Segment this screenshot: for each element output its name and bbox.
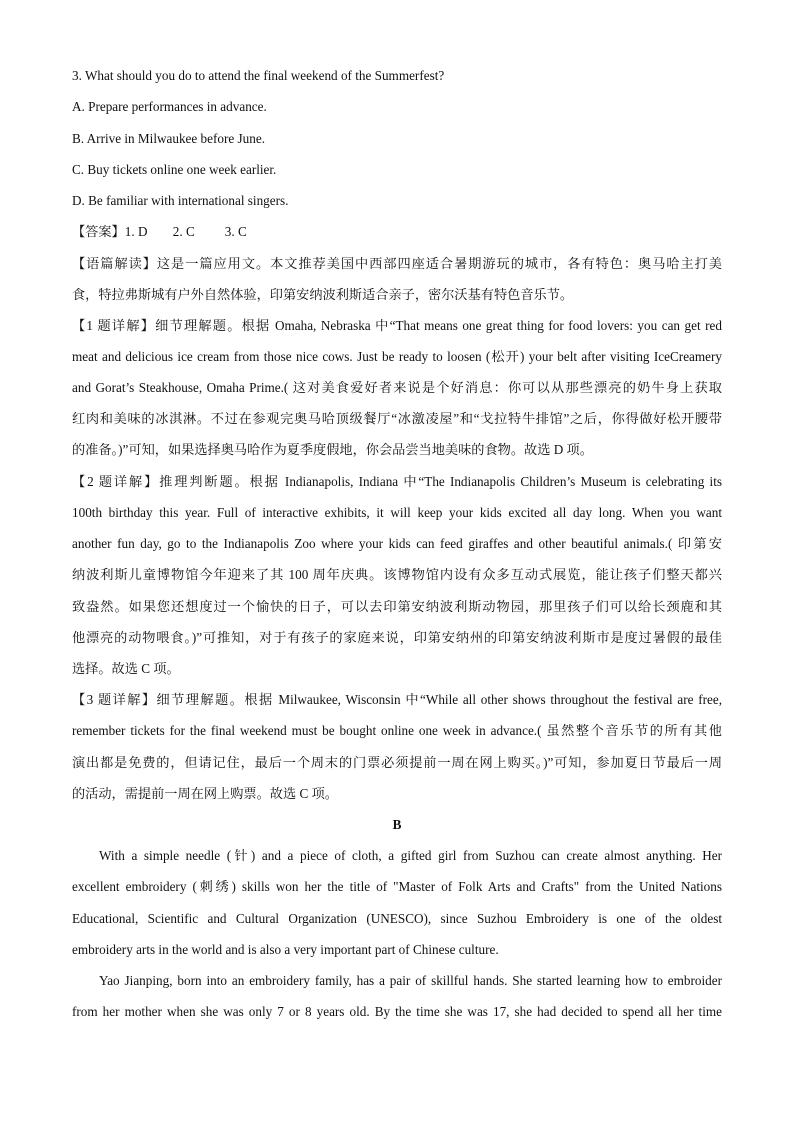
option-b: B. Arrive in Milwaukee before June. xyxy=(72,131,265,146)
detail3-line: 的活动，需提前一周在网上购票。故选 C 项。 xyxy=(72,786,338,801)
detail1-line: 【1 题详解】细节理解题。根据 Omaha, Nebraska 中“That means one great thing for food lovers: you can get red xyxy=(72,318,722,333)
analysis-line: 【语篇解读】这是一篇应用文。本文推荐美国中西部四座适合暑期游玩的城市，各有特色：奥马哈主打美 xyxy=(72,256,722,271)
passage-line: Educational, Scientific and Cultural Organization (UNESCO), since Suzhou Embroidery is one of the oldest xyxy=(72,911,722,926)
analysis-line: 食，特拉弗斯城有户外自然体验，印第安纳波利斯适合亲子，密尔沃基有特色音乐节。 xyxy=(72,287,574,302)
detail1-line: 的准备。)”可知，如果选择奥马哈作为夏季度假地，你会品尝当地美味的食物。故选 D 项。 xyxy=(72,442,593,457)
passage-line: With a simple needle (针) and a piece of cloth, a gifted girl from Suzhou can create almost anything. Her xyxy=(99,848,722,863)
passage-line: embroidery arts in the world and is also a very important part of Chinese culture. xyxy=(72,942,499,957)
detail1-line: and Gorat’s Steakhouse, Omaha Prime.( 这对美食爱好者来说是个好消息：你可以从那些漂亮的奶牛身上获取 xyxy=(72,380,722,395)
detail1-line: 红肉和美味的冰淇淋。不过在参观完奥马哈顶级餐厅“冰激凌屋”和“戈拉特牛排馆”之后，你得做好松开腰带 xyxy=(72,411,722,426)
detail2-line: another fun day, go to the Indianapolis Zoo where your kids can feed giraffes and other beautiful animals.( 印第安 xyxy=(72,536,722,551)
detail2-line: 致盎然。如果您还想度过一个愉快的日子，可以去印第安纳波利斯动物园，那里孩子们可以给长颈鹿和其 xyxy=(72,599,722,614)
answer-line xyxy=(72,222,722,242)
passage-line: from her mother when she was only 7 or 8 years old. By the time she was 17, she had decided to spend all her time xyxy=(72,1004,722,1019)
detail2-line: 纳波利斯儿童博物馆今年迎来了其 100 周年庆典。该博物馆内设有众多互动式展览，能让孩子们整天都兴 xyxy=(72,567,722,582)
option-a: A. Prepare performances in advance. xyxy=(72,99,267,114)
detail2-line: 他漂亮的动物喂食。)”可推知，对于有孩子的家庭来说，印第安纳州的印第安纳波利斯市是度过暑假的最佳 xyxy=(72,630,722,645)
detail2-line: 【2 题详解】推理判断题。根据 Indianapolis, Indiana 中“The Indianapolis Children’s Museum is celebrating its xyxy=(72,474,722,489)
detail1-line: meat and delicious ice cream from those nice cows. Just be ready to loosen (松开) your belt after visiting IceCreamery xyxy=(72,349,722,364)
answer-label: 【答案】 xyxy=(72,224,125,239)
detail2-line: 选择。故选 C 项。 xyxy=(72,661,180,676)
answer-item-2: 2. C xyxy=(172,224,195,239)
question-stem: 3. What should you do to attend the final weekend of the Summerfest? xyxy=(72,68,445,83)
section-heading: B xyxy=(392,817,402,832)
passage-line: Yao Jianping, born into an embroidery family, has a pair of skillful hands. She started learning how to embroider xyxy=(99,973,722,988)
passage-line: excellent embroidery (刺绣) skills won her the title of "Master of Folk Arts and Crafts" from the United Nations xyxy=(72,879,722,894)
answer-item-1: 1. D xyxy=(124,224,148,239)
detail2-line: 100th birthday this year. Full of interactive exhibits, it will keep your kids excited all day long. When you want xyxy=(72,505,722,520)
answer-item-3: 3. C xyxy=(224,224,247,239)
option-c: C. Buy tickets online one week earlier. xyxy=(72,162,277,177)
detail3-line: 演出都是免费的，但请记住，最后一个周末的门票必须提前一周在网上购买。)”可知，参加夏日节最后一周 xyxy=(72,755,722,770)
option-d: D. Be familiar with international singers. xyxy=(72,193,289,208)
detail3-line: remember tickets for the final weekend must be bought online one week in advance.( 虽然整个音乐节的所有其他 xyxy=(72,723,722,738)
detail3-line: 【3 题详解】细节理解题。根据 Milwaukee, Wisconsin 中“While all other shows throughout the festival are free, xyxy=(72,692,722,707)
